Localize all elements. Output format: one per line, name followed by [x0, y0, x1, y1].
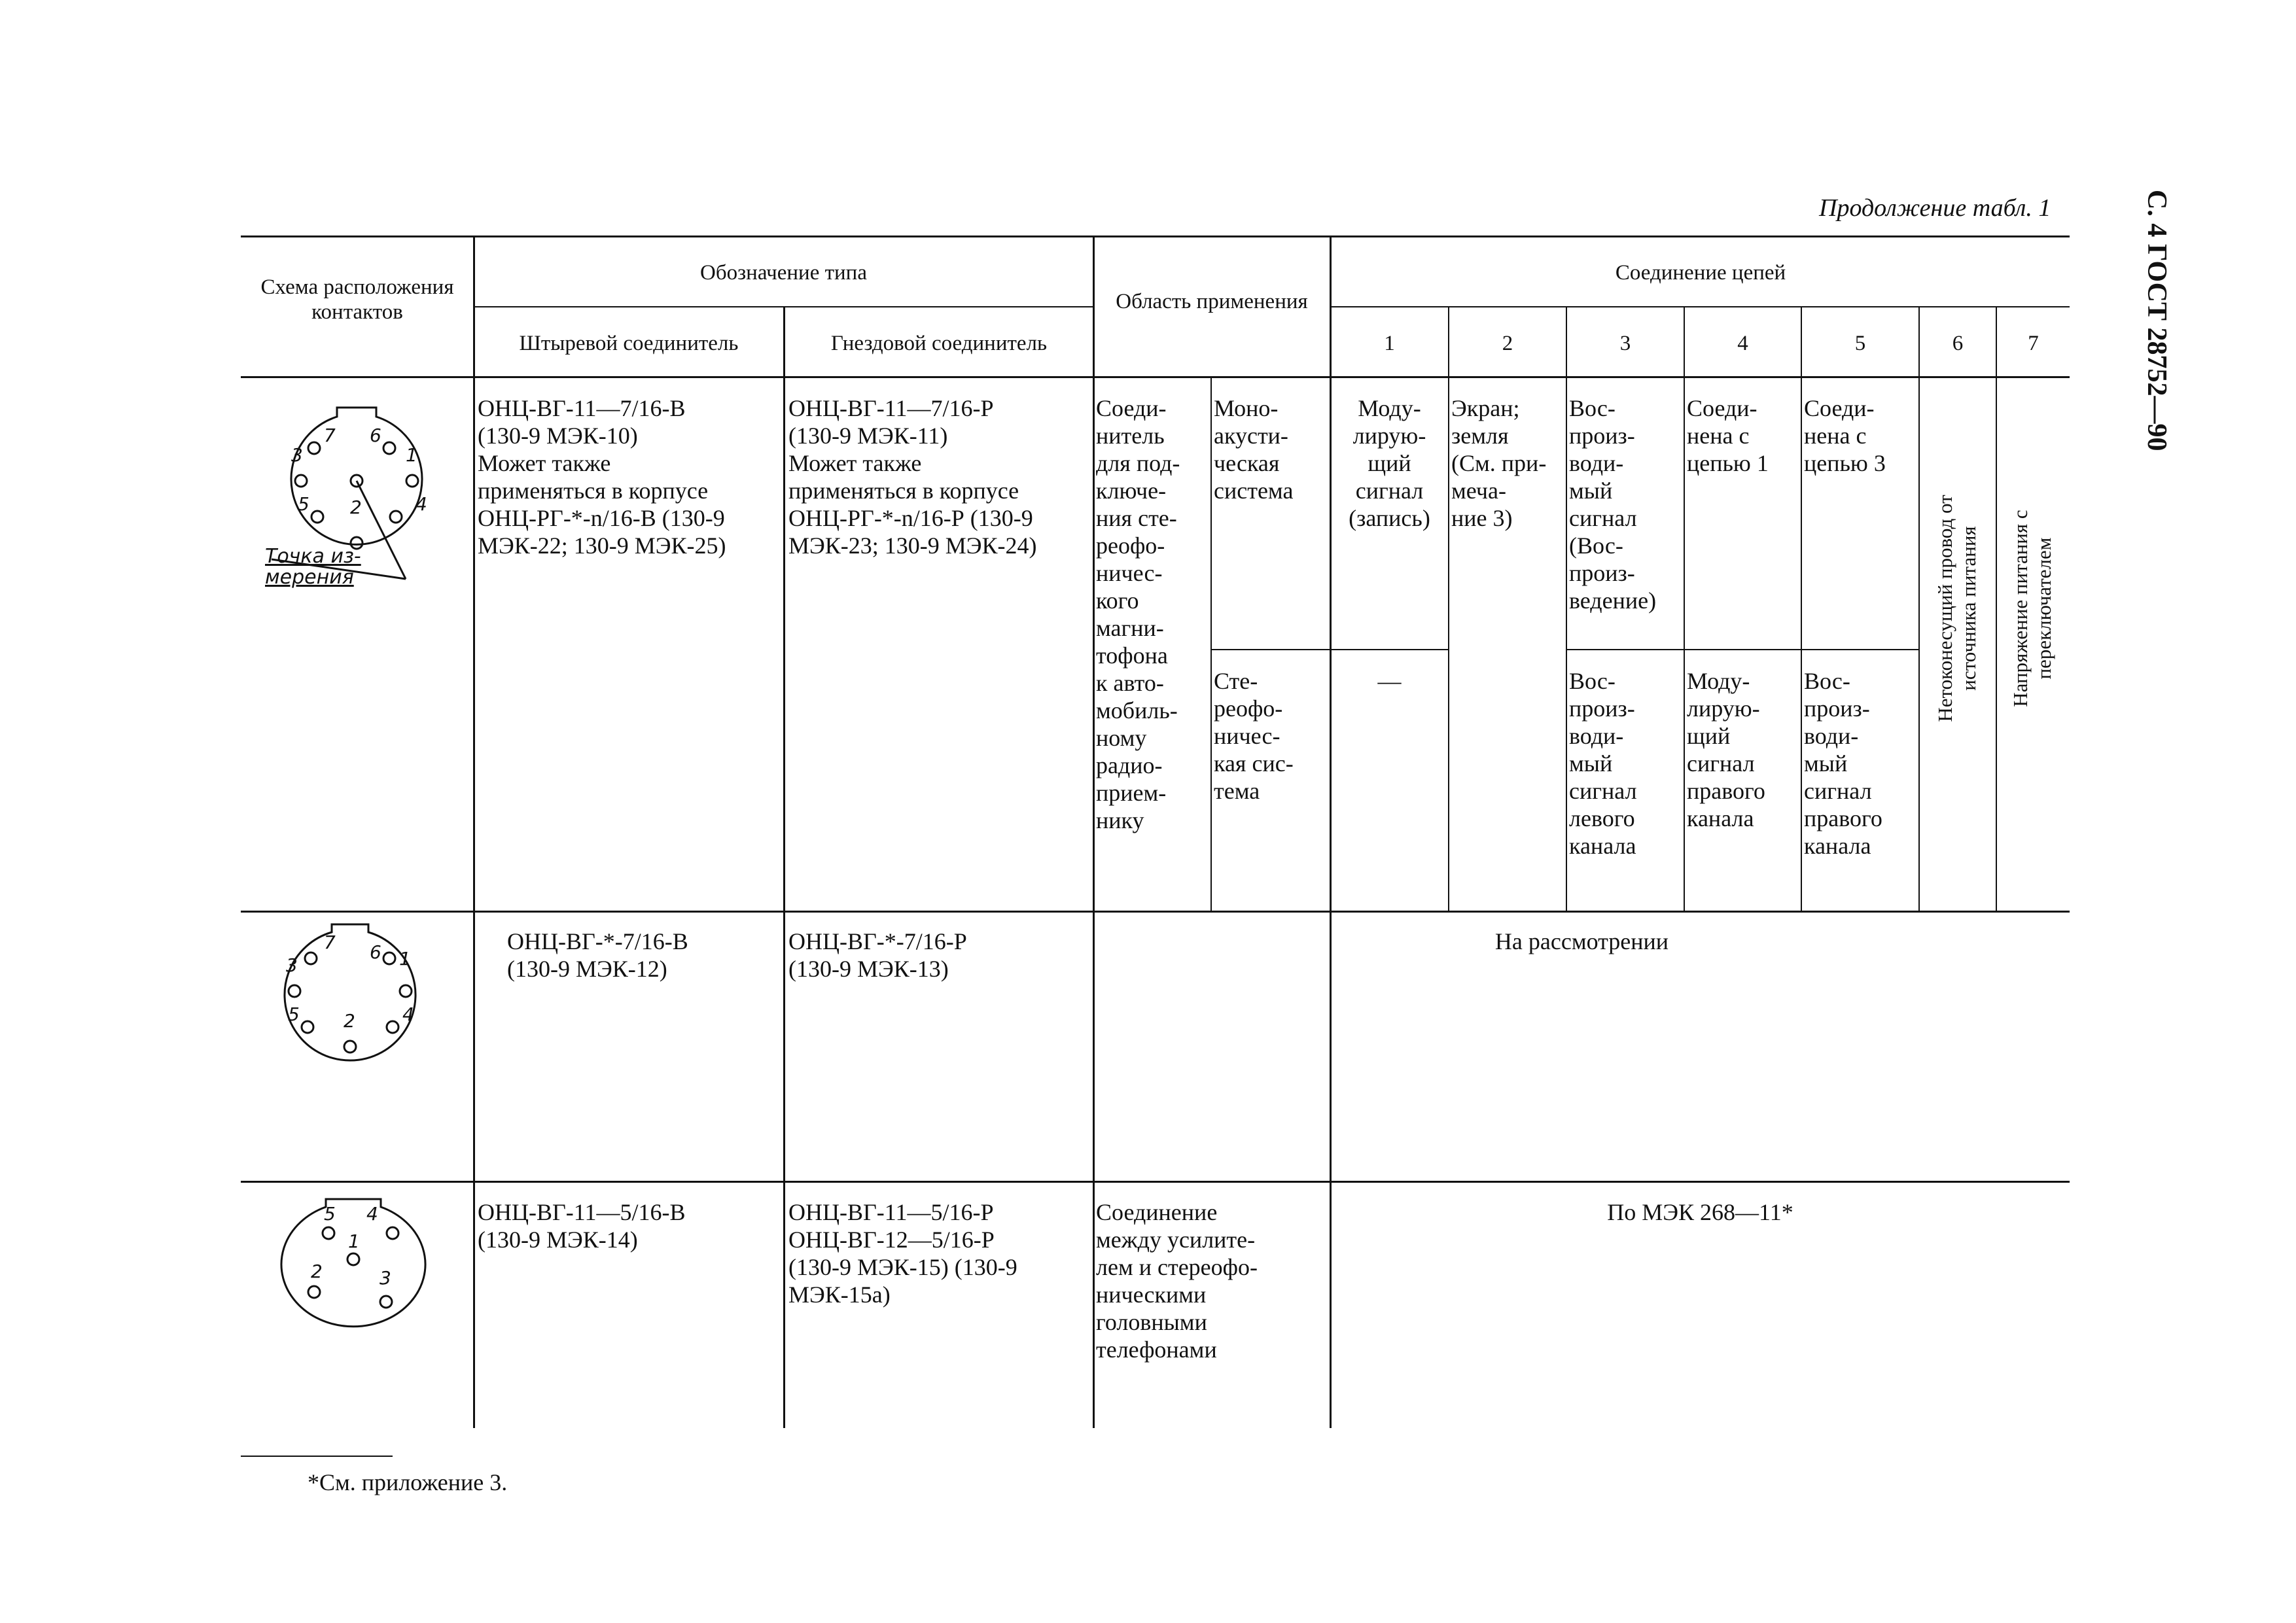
row3-pin-connector: ОНЦ-ВГ-11—5/16-В (130-9 МЭК-14)	[478, 1199, 686, 1253]
row1-stereo-circuit1: —	[1377, 668, 1402, 694]
row1-pin-connector: ОНЦ-ВГ-11—7/16-В (130-9 МЭК-10) Может также применяться в корпусе ОНЦ-РГ-*-n/16-В (130-9 МЭК-22; 130-9 МЭК-25)	[478, 395, 726, 559]
header-circuit-7: 7	[2028, 332, 2039, 355]
side-header-text: С. 4 ГОСТ 28752—90	[2142, 190, 2172, 451]
header-socket-connector: Гнездовой соединитель	[830, 332, 1048, 355]
row1-socket-connector: ОНЦ-ВГ-11—7/16-Р (130-9 МЭК-11) Может также применяться в корпусе ОНЦ-РГ-*-n/16-Р (130-9 МЭК-23; 130-9 МЭК-24)	[788, 395, 1037, 559]
footnote: *См. приложение 3.	[308, 1469, 508, 1495]
header-application: Область применения	[1116, 290, 1308, 313]
row2-pin-connector: ОНЦ-ВГ-*-7/16-В (130-9 МЭК-12)	[507, 928, 688, 982]
header-circuit-3: 3	[1619, 332, 1631, 355]
row1-stereo-circuit5: Вос- произ- води- мый сигнал правого канала	[1804, 668, 1882, 859]
header-circuit-4: 4	[1737, 332, 1748, 355]
pin-label-2: 2	[350, 497, 362, 518]
row3-circuits: По МЭК 268—11*	[1607, 1199, 1793, 1225]
pin-label-4: 4	[402, 1003, 414, 1025]
header-scheme: Схема расположения контактов	[260, 275, 454, 324]
row3-socket-connector: ОНЦ-ВГ-11—5/16-Р ОНЦ-ВГ-12—5/16-Р (130-9 МЭК-15) (130-9 МЭК-15а)	[788, 1199, 1017, 1308]
pin-label-3: 3	[286, 954, 298, 976]
side-header	[2140, 190, 2179, 478]
pin-label-1: 1	[348, 1230, 360, 1252]
pin-label-4: 4	[366, 1203, 378, 1225]
pin-label-5: 5	[298, 493, 309, 515]
measurement-point-label: Точка из- мерения	[265, 545, 361, 589]
row1-mono-circuit3: Вос- произ- води- мый сигнал (Вос- произ- ведение)	[1569, 395, 1657, 614]
col7-vertical-label: Напряжение питания с переключателем	[2009, 510, 2055, 707]
pin-label-5: 5	[288, 1003, 300, 1025]
header-circuit-2: 2	[1502, 332, 1513, 355]
row1-mono-system: Моно- акусти- ческая система	[1214, 395, 1294, 504]
pin-label-3: 3	[380, 1267, 391, 1289]
pin-label-7: 7	[324, 932, 336, 953]
contact-diagram-5pin	[275, 1194, 432, 1338]
row1-stereo-system: Сте- реофо- ничес- кая сис- тема	[1214, 668, 1294, 804]
pin-label-5: 5	[324, 1203, 336, 1225]
header-pin-connector: Штыревой соединитель	[519, 332, 739, 355]
row1-application: Соеди- нитель для под- ключе- ния сте- реофо- ничес- кого магни- тофона к авто- мобиль- ному радио- прием- нику	[1096, 395, 1180, 833]
pin-label-3: 3	[291, 444, 303, 466]
footnote-rule	[241, 1456, 393, 1457]
header-circuits: Соединение цепей	[1615, 261, 1786, 285]
contact-diagram-7pin-2	[272, 919, 429, 1076]
header-circuit-5: 5	[1854, 332, 1866, 355]
row1-stereo-circuit3: Вос- произ- води- мый сигнал левого канала	[1569, 668, 1637, 859]
row1-circuit2: Экран; земля (См. при- меча- ние 3)	[1451, 395, 1547, 531]
row2-socket-connector: ОНЦ-ВГ-*-7/16-Р (130-9 МЭК-13)	[788, 928, 967, 982]
pin-label-6: 6	[370, 425, 381, 446]
header-type-designation: Обозначение типа	[700, 261, 867, 285]
row2-status: На рассмотрении	[1494, 928, 1669, 954]
pin-label-7: 7	[324, 425, 336, 446]
col6-vertical-label: Нетоконесущий провод от источника питания	[1934, 495, 1980, 722]
pin-label-2: 2	[344, 1010, 355, 1032]
row3-application: Соединение между усилите- лем и стереофо- ническими головными телефонами	[1096, 1199, 1258, 1363]
row1-mono-circuit1: Моду- лирую- щий сигнал (запись)	[1349, 395, 1430, 531]
pin-label-4: 4	[415, 493, 427, 515]
row1-mono-circuit4: Соеди- нена с цепью 1	[1687, 395, 1769, 476]
continuation-label: Продолжение табл. 1	[1819, 194, 2051, 222]
row1-mono-circuit5: Соеди- нена с цепью 3	[1804, 395, 1886, 476]
pin-label-1: 1	[399, 948, 411, 969]
pin-label-6: 6	[370, 941, 381, 963]
row1-stereo-circuit4: Моду- лирую- щий сигнал правого канала	[1687, 668, 1765, 831]
header-circuit-6: 6	[1952, 332, 1964, 355]
header-circuit-1: 1	[1384, 332, 1395, 355]
pin-label-1: 1	[406, 444, 417, 466]
pin-label-2: 2	[311, 1261, 323, 1282]
